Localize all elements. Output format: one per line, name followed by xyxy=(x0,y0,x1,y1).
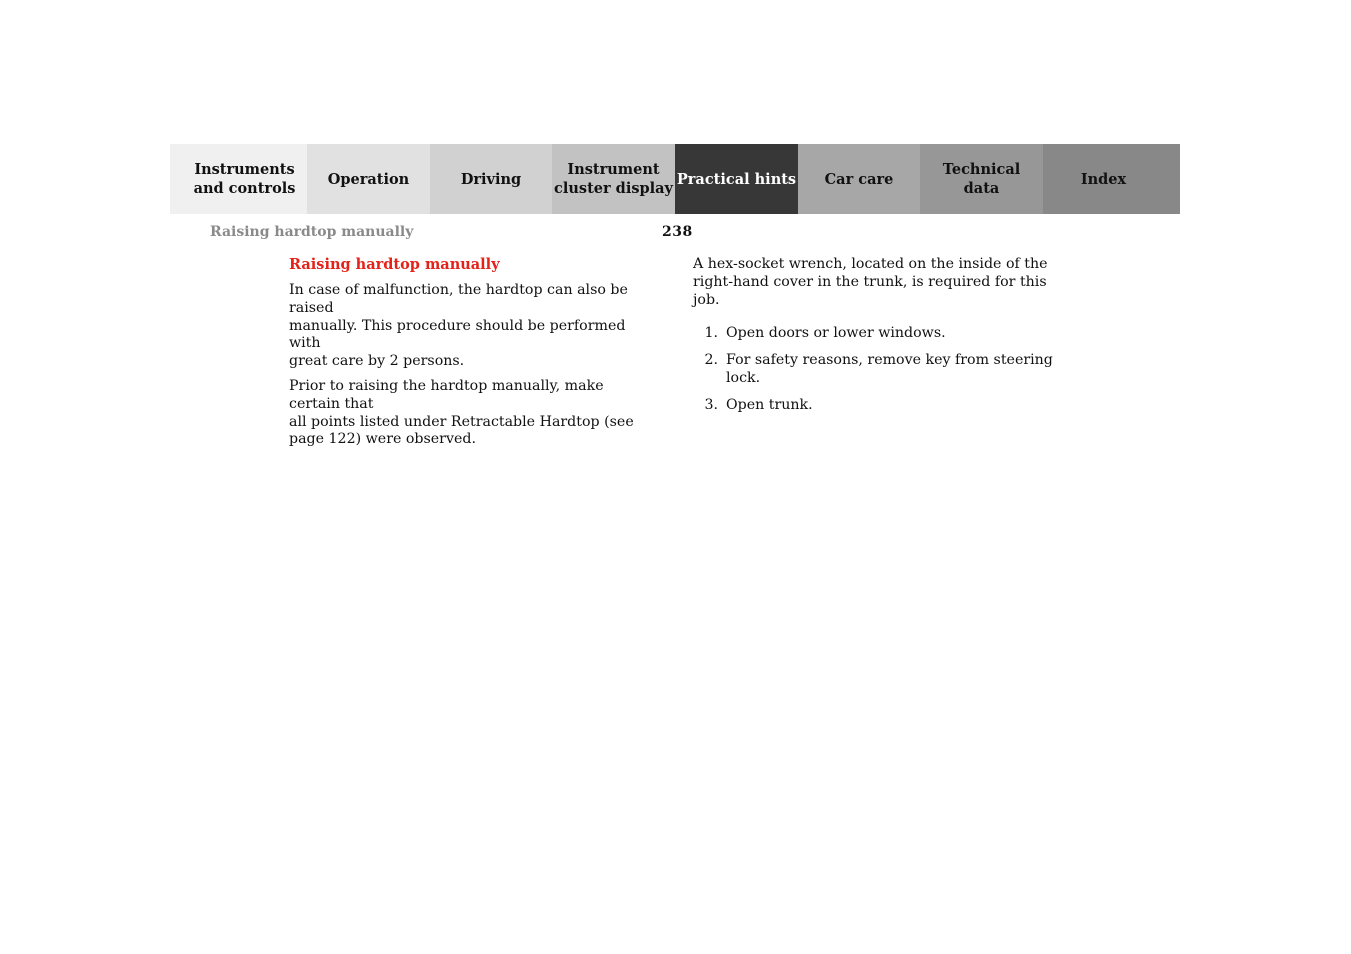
tab-driving[interactable]: Driving xyxy=(430,144,552,214)
step-item xyxy=(693,397,1063,415)
tab-instrument-cluster-display[interactable]: Instrument cluster display xyxy=(552,144,675,214)
chapter-tabs xyxy=(170,144,1180,214)
step-item xyxy=(693,352,1063,388)
tab-operation[interactable]: Operation xyxy=(307,144,430,214)
paragraph-prior-to-raising: Prior to raising the hardtop manually, make certain that all points listed under Retractable Hardtop (see page 122) were observed. xyxy=(289,377,634,448)
paragraph-hex-wrench: A hex-socket wrench, located on the inside of the right-hand cover in the trunk, is required for this job. xyxy=(693,256,1048,308)
step-text: For safety reasons, remove key from steering lock. xyxy=(726,352,1053,386)
section-title: Raising hardtop manually xyxy=(210,224,414,240)
tab-technical-data[interactable]: Technical data xyxy=(920,144,1043,214)
right-column xyxy=(693,256,1063,424)
steps-list xyxy=(693,325,1063,414)
tab-instruments-and-controls[interactable]: Instruments and controls xyxy=(170,144,307,214)
tab-practical-hints[interactable]: Practical hints xyxy=(675,144,798,214)
step-number: 2. xyxy=(704,352,718,369)
step-text: Open trunk. xyxy=(726,396,813,413)
step-item xyxy=(693,325,1063,343)
step-text: Open doors or lower windows. xyxy=(726,325,946,342)
tab-index[interactable]: Index xyxy=(1043,144,1180,214)
step-number: 1. xyxy=(704,325,718,342)
step-number: 3. xyxy=(704,396,718,413)
paragraph-malfunction: In case of malfunction, the hardtop can also be raised manually. This procedure should be performed with great care by 2 persons. xyxy=(289,282,628,370)
tab-car-care[interactable]: Car care xyxy=(798,144,920,214)
left-column xyxy=(289,256,659,456)
page-number: 238 xyxy=(662,224,693,240)
section-heading: Raising hardtop manually xyxy=(289,256,500,273)
